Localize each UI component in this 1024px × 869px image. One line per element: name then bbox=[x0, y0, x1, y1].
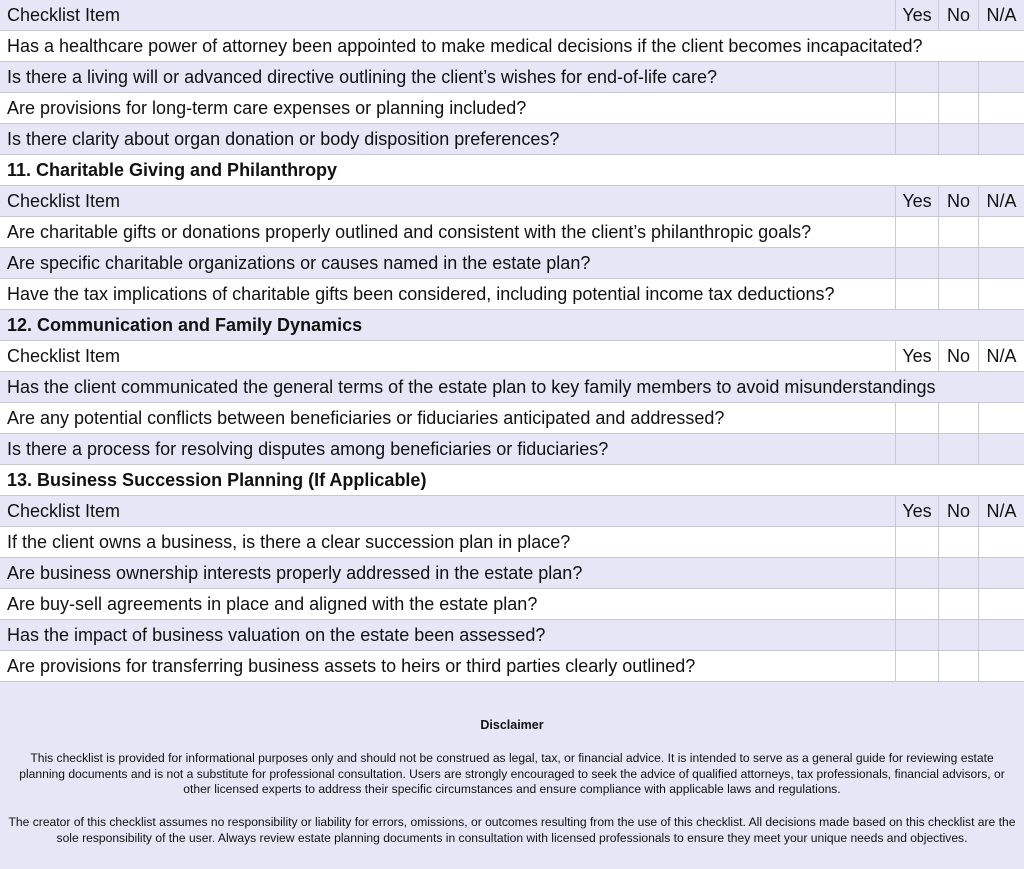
answer-cell-yes[interactable] bbox=[895, 434, 938, 464]
section-heading-row bbox=[0, 310, 1024, 341]
answer-cell-no[interactable] bbox=[938, 248, 978, 278]
answer-cell-no[interactable] bbox=[938, 124, 978, 154]
table-header-row bbox=[0, 496, 1024, 527]
answer-cells bbox=[895, 527, 1024, 557]
column-header-na: N/A bbox=[978, 186, 1024, 216]
column-header-item: Checklist Item bbox=[7, 5, 121, 25]
checklist-item-text: Is there clarity about organ donation or body disposition preferences? bbox=[7, 129, 560, 149]
table-header-row bbox=[0, 341, 1024, 372]
answer-cell-no[interactable] bbox=[938, 93, 978, 123]
answer-cell-yes[interactable] bbox=[895, 558, 938, 588]
answer-cell-na[interactable] bbox=[978, 651, 1024, 681]
column-header-item: Checklist Item bbox=[7, 501, 121, 521]
column-header-no: No bbox=[938, 0, 978, 30]
answer-cell-na[interactable] bbox=[978, 93, 1024, 123]
column-header-no: No bbox=[938, 186, 978, 216]
answer-cell-na[interactable] bbox=[978, 279, 1024, 309]
answer-cells bbox=[895, 620, 1024, 650]
disclaimer-paragraph: The creator of this checklist assumes no responsibility or liability for errors, omissions, or outcomes resulting from the use of this checklist. All decisions made based on this checklist are the sole responsibility of the user. Always review estate planning documents in consultation with licensed professionals to ensure they meet your unique needs and objectives. bbox=[8, 815, 1016, 845]
answer-cell-yes[interactable] bbox=[895, 589, 938, 619]
table-row bbox=[0, 403, 1024, 434]
answer-cells bbox=[895, 434, 1024, 464]
answer-cells bbox=[895, 403, 1024, 433]
answer-cells bbox=[895, 186, 1024, 216]
answer-cells bbox=[895, 62, 1024, 92]
checklist-item-text: Have the tax implications of charitable gifts been considered, including potential income tax deductions? bbox=[7, 284, 835, 304]
table-row bbox=[0, 620, 1024, 651]
column-header-na: N/A bbox=[978, 341, 1024, 371]
table-row bbox=[0, 248, 1024, 279]
answer-cell-no[interactable] bbox=[938, 620, 978, 650]
checklist-item-text: If the client owns a business, is there a clear succession plan in place? bbox=[7, 532, 571, 552]
checklist-item-text: Are provisions for long-term care expenses or planning included? bbox=[7, 98, 527, 118]
table-header-row bbox=[0, 0, 1024, 31]
answer-cells bbox=[895, 217, 1024, 247]
checklist-item-text: Are provisions for transferring business assets to heirs or third parties clearly outlined? bbox=[7, 656, 696, 676]
answer-cells bbox=[895, 496, 1024, 526]
answer-cell-no[interactable] bbox=[938, 403, 978, 433]
answer-cells bbox=[895, 124, 1024, 154]
checklist-item-text: Are any potential conflicts between beneficiaries or fiduciaries anticipated and addressed? bbox=[7, 408, 725, 428]
table-row bbox=[0, 527, 1024, 558]
table-row bbox=[0, 93, 1024, 124]
section-title: 11. Charitable Giving and Philanthropy bbox=[7, 160, 338, 180]
answer-cell-yes[interactable] bbox=[895, 93, 938, 123]
column-header-na: N/A bbox=[978, 0, 1024, 30]
checklist-item-text: Has a healthcare power of attorney been appointed to make medical decisions if the client becomes incapacitated? bbox=[7, 36, 923, 56]
answer-cell-yes[interactable] bbox=[895, 248, 938, 278]
table-row bbox=[0, 589, 1024, 620]
checklist-item-text: Are buy-sell agreements in place and aligned with the estate plan? bbox=[7, 594, 538, 614]
answer-cell-na[interactable] bbox=[978, 248, 1024, 278]
section-title: 13. Business Succession Planning (If Applicable) bbox=[7, 470, 427, 490]
checklist-item-text: Are charitable gifts or donations properly outlined and consistent with the client’s philanthropic goals? bbox=[7, 222, 812, 242]
answer-cell-yes[interactable] bbox=[895, 527, 938, 557]
answer-cell-no[interactable] bbox=[938, 217, 978, 247]
table-row bbox=[0, 372, 1024, 403]
answer-cell-no[interactable] bbox=[938, 589, 978, 619]
disclaimer-title: Disclaimer bbox=[480, 718, 544, 732]
column-header-yes: Yes bbox=[895, 186, 938, 216]
checklist-item-text: Has the client communicated the general terms of the estate plan to key family members to avoid misunderstandings bbox=[7, 377, 936, 397]
answer-cells bbox=[895, 0, 1024, 30]
answer-cell-na[interactable] bbox=[978, 62, 1024, 92]
answer-cell-yes[interactable] bbox=[895, 403, 938, 433]
disclaimer-paragraph: This checklist is provided for informational purposes only and should not be construed as legal, tax, or financial advice. It is intended to serve as a general guide for reviewing estate planning documents and is not a substitute for professional consultation. Users are strongly encouraged to seek the advice of qualified attorneys, tax professionals, financial advisors, or other licensed experts to address their specific circumstances and ensure compliance with applicable laws and regulations. bbox=[19, 751, 1005, 797]
answer-cells bbox=[895, 93, 1024, 123]
answer-cell-yes[interactable] bbox=[895, 651, 938, 681]
answer-cell-yes[interactable] bbox=[895, 217, 938, 247]
table-row bbox=[0, 62, 1024, 93]
answer-cell-na[interactable] bbox=[978, 620, 1024, 650]
answer-cell-na[interactable] bbox=[978, 217, 1024, 247]
table-row bbox=[0, 558, 1024, 589]
column-header-no: No bbox=[938, 496, 978, 526]
column-header-yes: Yes bbox=[895, 0, 938, 30]
answer-cell-yes[interactable] bbox=[895, 620, 938, 650]
column-header-yes: Yes bbox=[895, 496, 938, 526]
answer-cell-no[interactable] bbox=[938, 62, 978, 92]
answer-cell-yes[interactable] bbox=[895, 279, 938, 309]
column-header-yes: Yes bbox=[895, 341, 938, 371]
column-header-item: Checklist Item bbox=[7, 191, 121, 211]
section-heading-row bbox=[0, 155, 1024, 186]
answer-cells bbox=[895, 558, 1024, 588]
table-row bbox=[0, 31, 1024, 62]
table-row bbox=[0, 434, 1024, 465]
answer-cells bbox=[895, 589, 1024, 619]
answer-cell-no[interactable] bbox=[938, 527, 978, 557]
section-heading-row bbox=[0, 465, 1024, 496]
answer-cell-na[interactable] bbox=[978, 434, 1024, 464]
answer-cell-no[interactable] bbox=[938, 434, 978, 464]
answer-cell-no[interactable] bbox=[938, 651, 978, 681]
checklist-item-text: Is there a living will or advanced directive outlining the client’s wishes for end-of-life care? bbox=[7, 67, 718, 87]
answer-cell-na[interactable] bbox=[978, 558, 1024, 588]
disclaimer-section bbox=[0, 681, 1024, 869]
column-header-na: N/A bbox=[978, 496, 1024, 526]
answer-cell-no[interactable] bbox=[938, 558, 978, 588]
checklist-item-text: Is there a process for resolving disputes among beneficiaries or fiduciaries? bbox=[7, 439, 609, 459]
section-title: 12. Communication and Family Dynamics bbox=[7, 315, 363, 335]
table-row bbox=[0, 217, 1024, 248]
table-row bbox=[0, 279, 1024, 310]
answer-cell-yes[interactable] bbox=[895, 124, 938, 154]
column-header-no: No bbox=[938, 341, 978, 371]
table-row bbox=[0, 651, 1024, 682]
answer-cells bbox=[895, 279, 1024, 309]
answer-cells bbox=[895, 651, 1024, 681]
checklist-item-text: Are specific charitable organizations or causes named in the estate plan? bbox=[7, 253, 591, 273]
answer-cell-yes[interactable] bbox=[895, 62, 938, 92]
checklist-item-text: Are business ownership interests properly addressed in the estate plan? bbox=[7, 563, 583, 583]
answer-cell-no[interactable] bbox=[938, 279, 978, 309]
table-row bbox=[0, 124, 1024, 155]
answer-cells bbox=[895, 341, 1024, 371]
answer-cells bbox=[895, 248, 1024, 278]
answer-cell-na[interactable] bbox=[978, 124, 1024, 154]
checklist-item-text: Has the impact of business valuation on the estate been assessed? bbox=[7, 625, 546, 645]
table-header-row bbox=[0, 186, 1024, 217]
answer-cell-na[interactable] bbox=[978, 527, 1024, 557]
column-header-item: Checklist Item bbox=[7, 346, 121, 366]
answer-cell-na[interactable] bbox=[978, 589, 1024, 619]
answer-cell-na[interactable] bbox=[978, 403, 1024, 433]
